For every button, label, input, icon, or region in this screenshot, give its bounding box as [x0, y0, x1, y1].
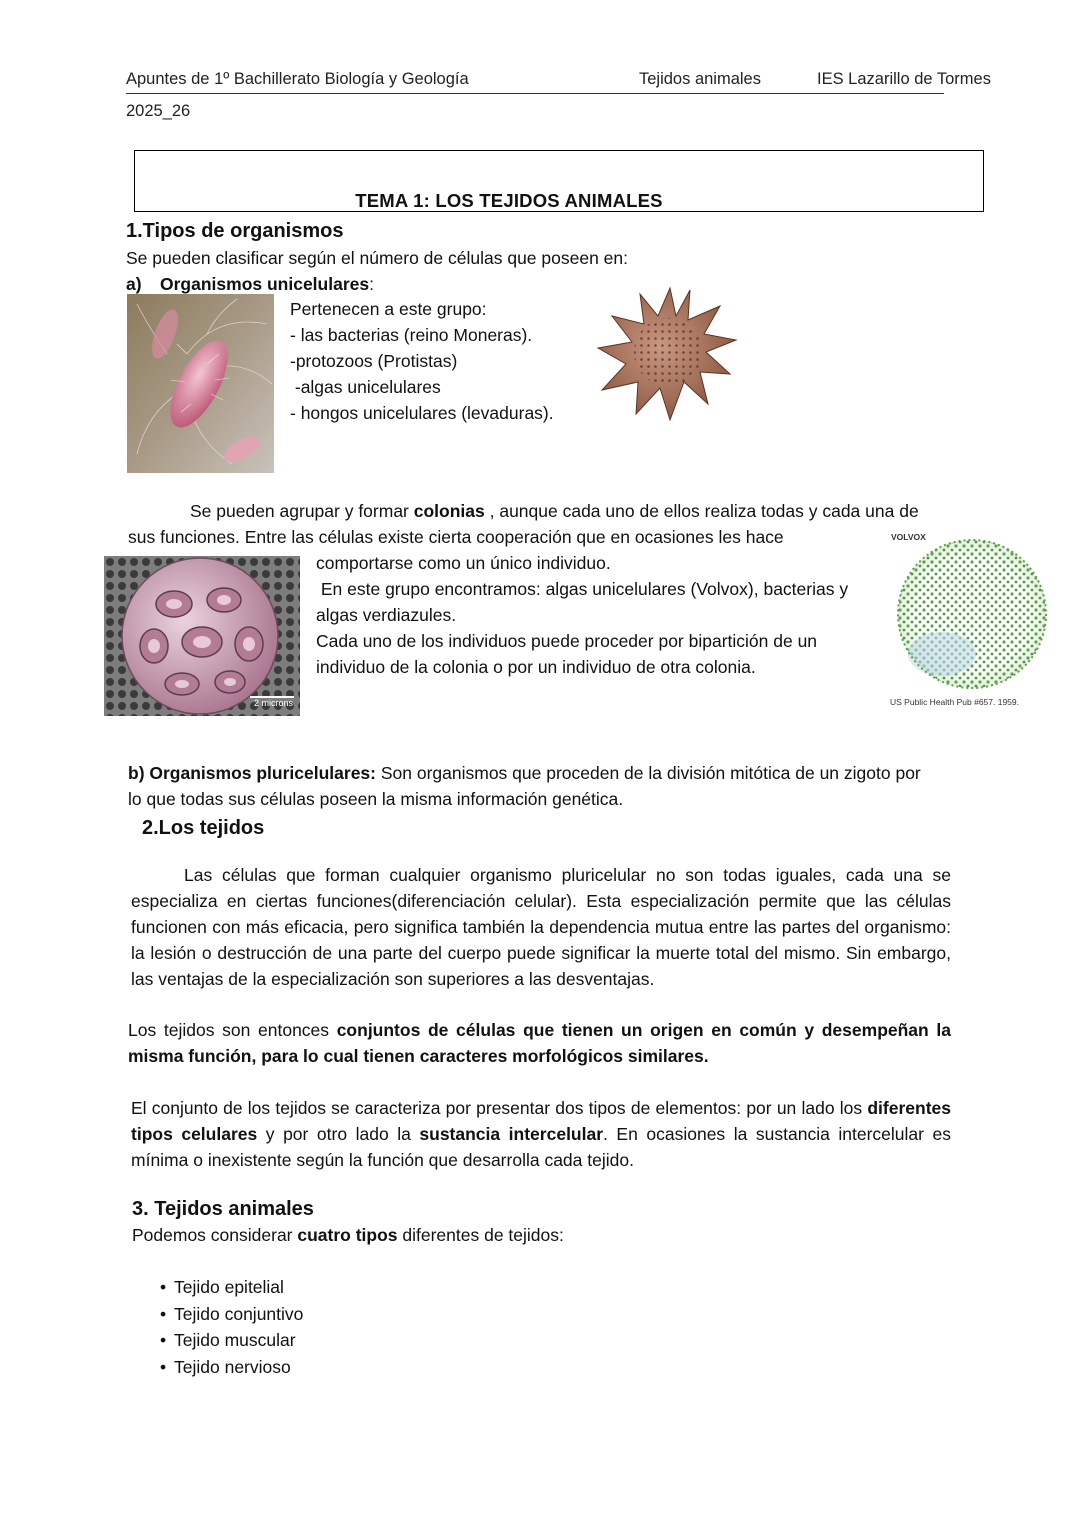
section3-intro-bold: cuatro tipos [297, 1225, 398, 1245]
header-center: Tejidos animales [639, 70, 761, 88]
page-title: TEMA 1: LOS TEJIDOS ANIMALES [355, 190, 663, 211]
colonias-pre: Se pueden agrupar y formar [190, 501, 414, 521]
bacteria-image [127, 294, 274, 473]
list-item: • Tejido muscular [160, 1327, 303, 1354]
unicellular-list [290, 296, 590, 426]
header-rule [126, 93, 944, 94]
colonias-post: , aunque cada uno de ellos realiza todas y cada una de [484, 501, 919, 521]
unicellular-line: - hongos unicelulares (levaduras). [290, 403, 554, 423]
unicellular-line: -protozoos (Protistas) [290, 351, 458, 371]
header-left: Apuntes de 1º Bachillerato Biología y Geología [126, 70, 469, 88]
coccolith-illustration [104, 556, 300, 716]
section3-intro-post: diferentes de tejidos: [397, 1225, 564, 1245]
pluricellular-text2: lo que todas sus células poseen la misma información genética. [128, 789, 624, 809]
para3-c: y por otro lado la [257, 1124, 420, 1144]
header-year: 2025_26 [126, 102, 191, 120]
colonias-text-line: comportarse como un único individuo. [316, 553, 611, 573]
pluricellular-text1: Son organismos que proceden de la división mitótica de un zigoto por [375, 763, 921, 783]
title-clip [134, 188, 884, 211]
para3-d: . En ocasiones la sustancia intercelular es mínima o inexistente según la función que desarrolla cada tejido. [131, 1124, 951, 1170]
radiolarian-image [596, 286, 738, 424]
para3-tipos-celulares: diferentes tipos celulares [131, 1098, 951, 1144]
coccolith-image [104, 556, 300, 716]
list-item: • Tejido nervioso [160, 1354, 303, 1381]
colonias-term: colonias [413, 501, 485, 521]
radiolarian-illustration [596, 286, 738, 424]
colonias-line2: sus funciones. Entre las células existe cierta cooperación que en ocasiones les hace [128, 527, 784, 547]
header-right: IES Lazarillo de Tormes [817, 70, 991, 88]
colonias-list [316, 550, 876, 680]
list-item: • Tejido conjuntivo [160, 1301, 303, 1328]
tejidos-paragraph-1: Las células que forman cualquier organismo pluricelular no son todas iguales, cada una se especializa en ciertas funciones(diferenciación celular). Esta especialización permite que las células funcionen con más eficacia, pero significa también la dependencia mutua entre las partes del organismo: la lesión o destrucción de una parte del cuerpo puede significar la muerte total del mismo. Sin embargo, las ventajas de la especialización son superiores a las desventajas. [131, 865, 951, 989]
volvox-image [888, 530, 1038, 712]
tejidos-definition: conjuntos de células que tienen un origen en común y desempeñan la misma función, para lo cual tienen caracteres morfológicos similares. [128, 1020, 951, 1066]
microns-label: 2 microns [254, 698, 294, 708]
tejidos-paragraph-3 [131, 1095, 951, 1173]
colonias-text-line: individuo de la colonia o por un individuo de otra colonia. [316, 657, 756, 677]
unicellular-marker: a) [126, 274, 142, 294]
tejidos-definition-pre: Los tejidos son entonces [128, 1020, 337, 1040]
pluricellular-label: b) Organismos pluricelulares: [128, 763, 376, 783]
tissue-types-list [160, 1274, 303, 1380]
volvox-label: VOLVOX [891, 532, 926, 542]
volvox-caption: US Public Health Pub #657. 1959. [890, 697, 1020, 707]
tejidos-paragraph-2 [128, 1017, 951, 1069]
section3-intro-pre: Podemos considerar [132, 1225, 298, 1245]
bacteria-illustration [127, 294, 274, 473]
section2-heading: 2.Los tejidos [142, 817, 265, 839]
section1-heading: 1.Tipos de organismos [126, 220, 344, 242]
unicellular-line: - las bacterias (reino Moneras). [290, 325, 533, 345]
section1-intro: Se pueden clasificar según el número de células que poseen en: [126, 248, 629, 268]
colonias-text-line: Cada uno de los individuos puede proceder por bipartición de un [316, 631, 818, 651]
unicellular-colon: : [369, 274, 374, 294]
list-item: • Tejido epitelial [160, 1274, 303, 1301]
unicellular-line: -algas unicelulares [290, 377, 441, 397]
para3-a: El conjunto de los tejidos se caracteriza por presentar dos tipos de elementos: por un lado los [131, 1098, 868, 1118]
section3-heading: 3. Tejidos animales [132, 1198, 314, 1220]
colonias-text-line: En este grupo encontramos: algas unicelulares (Volvox), bacterias y [316, 579, 849, 599]
unicellular-label: Organismos unicelulares [160, 274, 370, 294]
colonias-line1 [190, 498, 919, 524]
unicellular-line: Pertenecen a este grupo: [290, 299, 487, 319]
volvox-illustration [890, 536, 1058, 698]
para3-sustancia: sustancia intercelular [419, 1124, 604, 1144]
colonias-text-line: algas verdiazules. [316, 605, 457, 625]
pluricellular-line1 [128, 760, 921, 786]
section3-intro [132, 1222, 564, 1248]
